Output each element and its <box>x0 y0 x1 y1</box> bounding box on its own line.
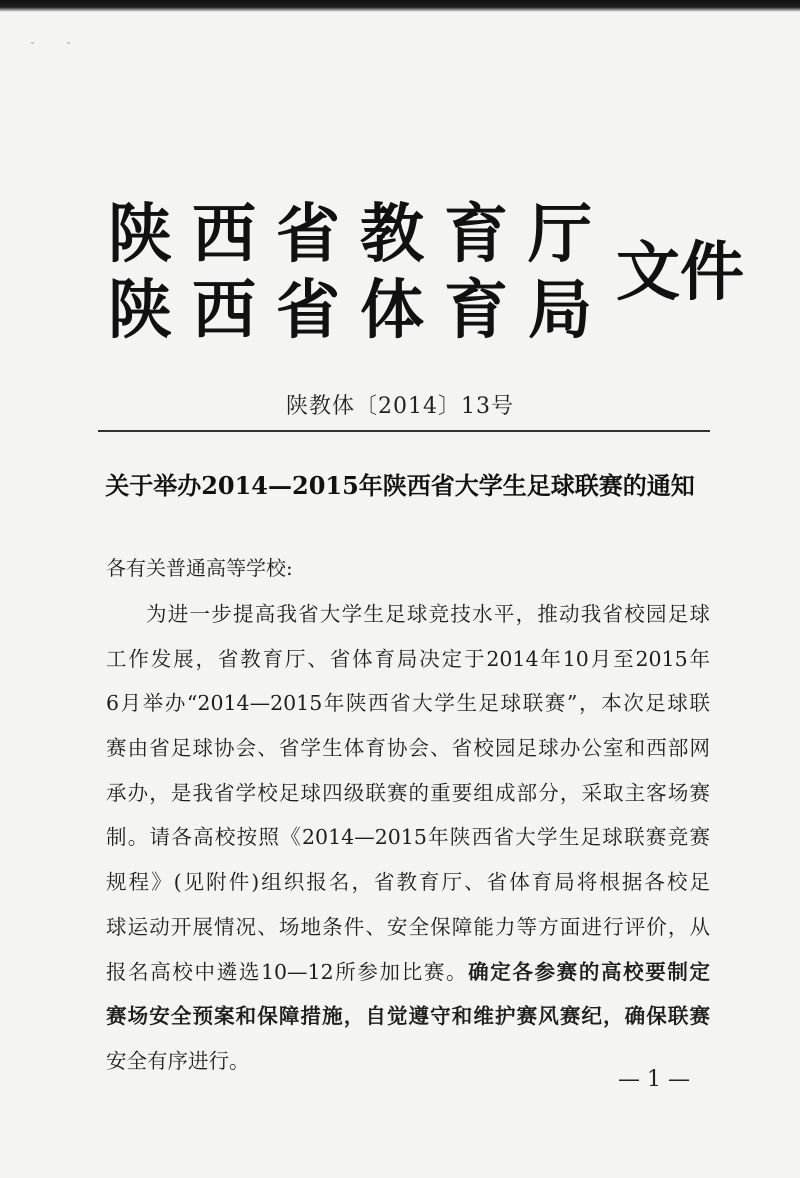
issuer-sports-bureau: 陕西省体育局 <box>108 273 612 348</box>
scan-speck: ˜ <box>66 42 71 53</box>
scan-speck: ˘ <box>30 42 35 53</box>
body-line: 赛场安全预案和保障措施，自觉遵守和维护赛风赛纪，确保联赛 <box>106 1004 710 1029</box>
document-number: 陕教体〔2014〕13号 <box>286 394 514 419</box>
body-line: 规程》(见附件)组织报名，省教育厅、省体育局将根据各校足 <box>106 870 710 895</box>
document-type: 文件 <box>616 235 744 310</box>
header-divider <box>98 430 710 432</box>
body-line <box>106 950 710 995</box>
body-text-run: 报名高校中遴选10—12所参加比赛。 <box>106 959 469 984</box>
body-line: 工作发展，省教育厅、省体育局决定于2014年10月至2015年 <box>106 646 710 671</box>
body-line: 制。请各高校按照《2014—2015年陕西省大学生足球联赛竞赛 <box>106 825 710 850</box>
salutation: 各有关普通高等学校: <box>106 556 293 580</box>
body-line: 承办，是我省学校足球四级联赛的重要组成部分，采取主客场赛 <box>106 780 710 805</box>
body-line: 球运动开展情况、场地条件、安全保障能力等方面进行评价，从 <box>106 914 710 939</box>
page-number: — 1 — <box>618 1067 690 1092</box>
notice-body <box>106 592 710 1084</box>
notice-title: 关于举办2014—2015年陕西省大学生足球联赛的通知 <box>105 471 695 500</box>
body-line: 6月举办“2014—2015年陕西省大学生足球联赛”，本次足球联 <box>106 691 710 716</box>
issuer-education-department: 陕西省教育厅 <box>108 197 612 272</box>
body-line: 安全有序进行。 <box>106 1048 250 1073</box>
document-header <box>108 197 744 350</box>
body-line: 赛由省足球协会、省学生体育协会、省校园足球办公室和西部网 <box>106 736 710 761</box>
scan-top-edge <box>0 0 800 12</box>
body-line: 为进一步提高我省大学生足球竞技水平，推动我省校园足球 <box>146 602 710 626</box>
body-text-run-bold: 确定各参赛的高校要制定 <box>468 959 711 984</box>
